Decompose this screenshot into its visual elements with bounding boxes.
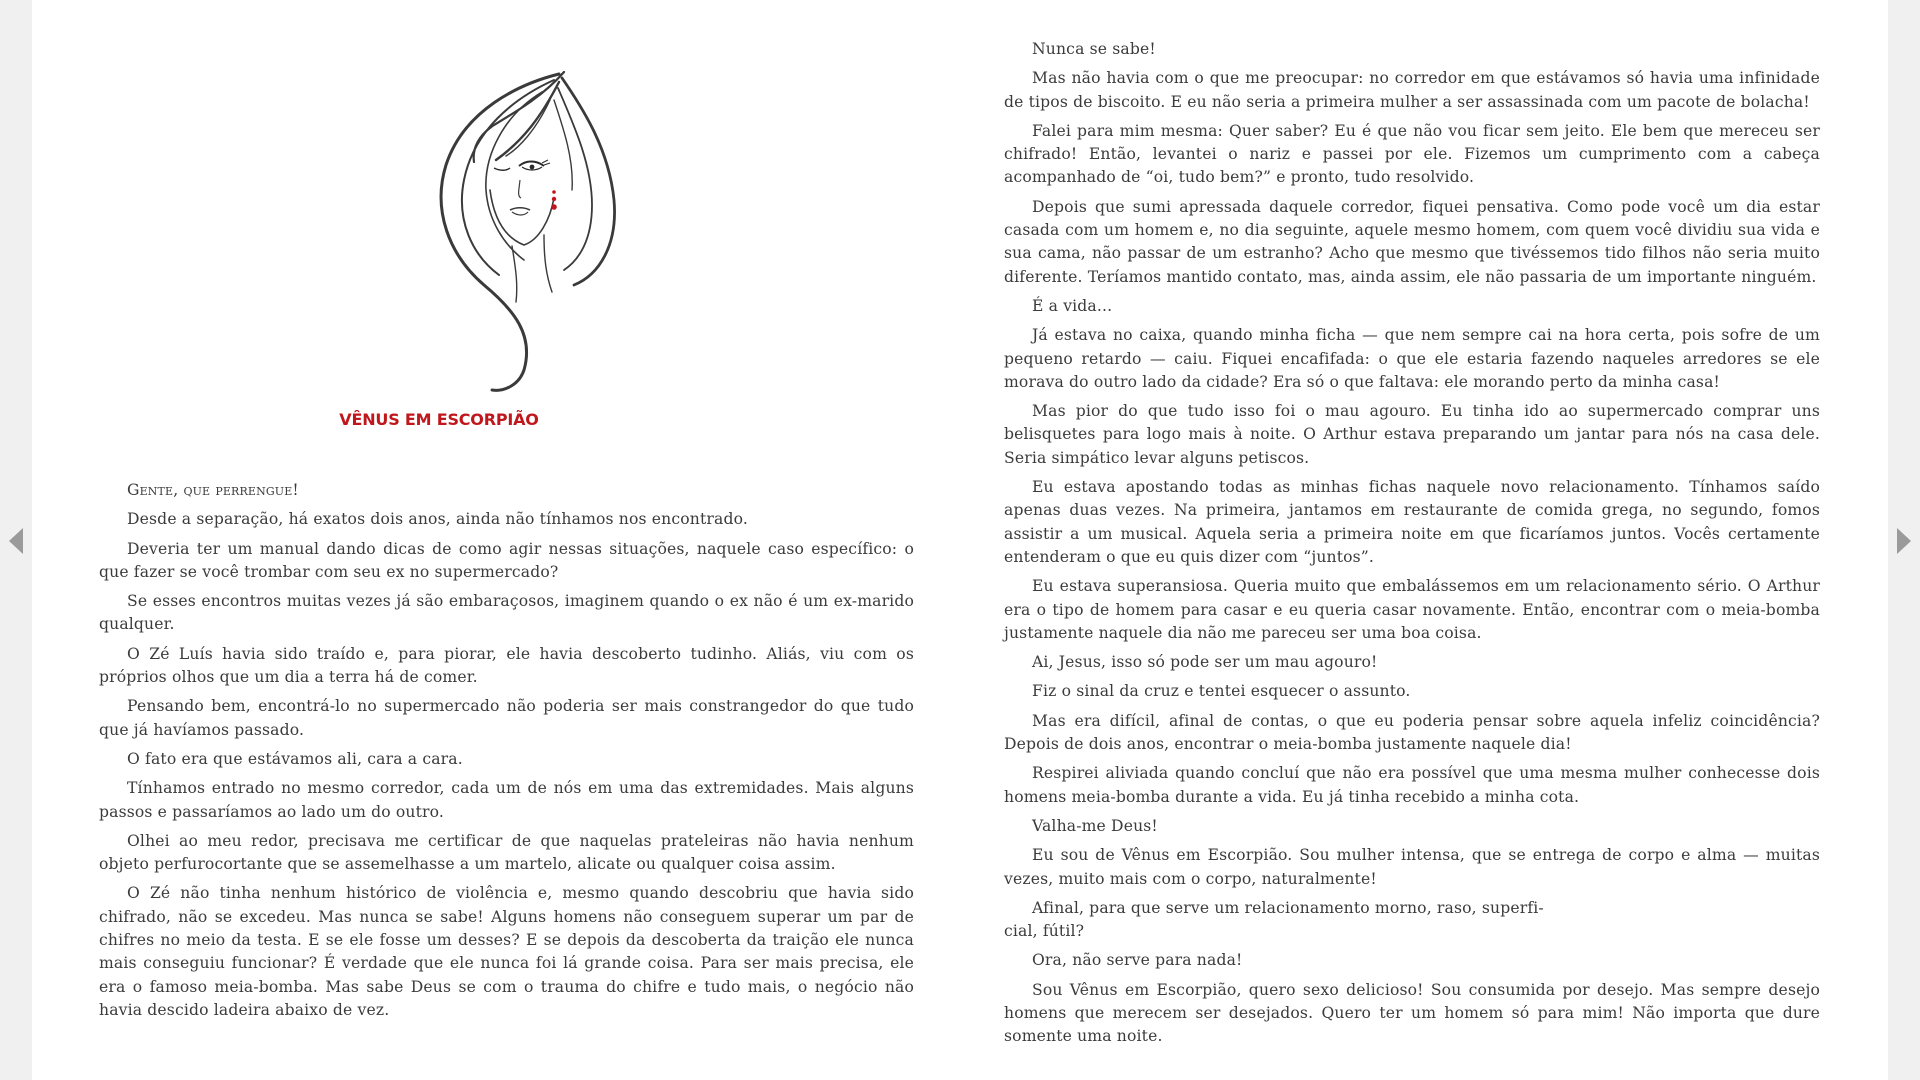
paragraph: Eu estava apostando todas as minhas fichas naquele novo relacionamento. Tínhamos saído apenas duas vezes. Na primeira, jantamos em restaurante de comida grega, no segundo, fomos assistir a um musical. Aquela seria a primeira noite em que ficaríamos juntos. Vocês certamente entenderam o que eu quis dizer com “juntos”. xyxy=(1004,478,1820,566)
paragraph: O Zé Luís havia sido traído e, para piorar, ele havia descoberto tudinho. Aliás, viu com os próprios olhos que um dia a terra há de comer. xyxy=(99,644,914,687)
paragraph: Eu estava superansiosa. Queria muito que embalássemos em um relacionamento sério. O Arthur era o tipo de homem para casar e eu queria casar novamente. Então, encontrar com o meia-bomba justamente naquele dia não me pareceu ser uma boa coisa. xyxy=(1004,577,1820,642)
paragraph: Gente, que perrengue! xyxy=(127,481,299,499)
paragraph: Falei para mim mesma: Quer saber? Eu é que não vou ficar sem jeito. Ele bem que mereceu ser chifrado! Então, levantei o nariz e passei por ele. Fizemos um cumprimento com a cabeça acompanhado de “oi, tudo bem?” e pronto, tudo resolvido. xyxy=(1004,121,1820,187)
left-page xyxy=(99,0,915,1080)
paragraph: Ora, não serve para nada! xyxy=(1032,951,1243,970)
chevron-left-icon xyxy=(7,526,25,556)
chapter-title: VÊNUS EM ESCORPIÃO xyxy=(339,410,539,429)
paragraph: Mas pior do que tudo isso foi o mau agouro. Eu tinha ido ao supermercado comprar uns belisquetes para logo mais à noite. O Arthur estava preparando um jantar para nós na casa dele. Seria simpático levar alguns petiscos. xyxy=(1004,402,1820,467)
paragraph: Ai, Jesus, isso só pode ser um mau agouro! xyxy=(1032,653,1378,672)
paragraph: Olhei ao meu redor, precisava me certificar de que naquelas prateleiras não havia nenhum objeto perfurocortante que se assemelhasse a um martelo, alicate ou qualquer coisa assim. xyxy=(99,831,914,874)
paragraph: Nunca se sabe! xyxy=(1032,40,1156,58)
woman-face-line-art-icon xyxy=(424,70,624,395)
paragraph: Desde a separação, há exatos dois anos, ainda não tínhamos nos encontrado. xyxy=(127,510,748,529)
paragraph: Afinal, para que serve um relacionamento morno, raso, superfi- xyxy=(1032,898,1544,917)
paragraph: Tínhamos entrado no mesmo corredor, cada um de nós em uma das extremidades. Mais alguns passos e passaríamos ao lado um do outro. xyxy=(99,779,914,821)
paragraph: Valha-me Deus! xyxy=(1032,816,1158,835)
paragraph: O Zé não tinha nenhum histórico de violência e, mesmo quando descobriu que havia sido chifrado, não se excedeu. Mas nunca se sabe! Alguns homens não conseguem superar um par de chifres no meio da testa. E se ele fosse um desses? E se depois da descoberta da traição ele nunca mais conseguiu funcionar? É verdade que ele nunca foi lá grande coisa. Para ser mais precisa, ele era o famoso meia-bomba. Mas sabe Deus se com o trauma do chifre e tudo mais, o negócio não havia descido ladeira abaixo de vez. xyxy=(99,884,914,1019)
paragraph: Já estava no caixa, quando minha ficha — que nem sempre cai na hora certa, pois sofre de um pequeno retardo — caiu. Fiquei encafifada: o que ele estaria fazendo naqueles arredores se ele morava do outro lado da cidade? Era só o que faltava: ele morando perto da minha casa! xyxy=(1004,326,1820,391)
paragraph: cial, fútil? xyxy=(1004,922,1085,941)
book-spread xyxy=(32,0,1888,1080)
chevron-right-icon xyxy=(1895,526,1913,556)
paragraph: Fiz o sinal da cruz e tentei esquecer o assunto. xyxy=(1032,682,1411,701)
paragraph: Deveria ter um manual dando dicas de como agir nessas situações, naquele caso específico: o que fazer se você trombar com seu ex no supermercado? xyxy=(99,539,914,581)
right-page xyxy=(1004,0,1820,1080)
paragraph: Mas era difícil, afinal de contas, o que eu poderia pensar sobre aquela infeliz coincidência? Depois de dois anos, encontrar o meia-bomba justamente naquele dia! xyxy=(1004,711,1820,754)
paragraph: Sou Vênus em Escorpião, quero sexo delicioso! Sou consumida por desejo. Mas sempre desejo homens que merecem ser desejados. Quero ter um homem só para mim! Não importa que dure somente uma noite. xyxy=(1004,980,1820,1046)
paragraph: Se esses encontros muitas vezes já são embaraçosos, imaginem quando o ex não é um ex-marido qualquer. xyxy=(99,592,914,634)
previous-page-button[interactable] xyxy=(0,524,32,558)
paragraph: É a vida... xyxy=(1032,296,1113,315)
paragraph: Respirei aliviada quando concluí que não era possível que uma mesma mulher conhecesse dois homens meia-bomba durante a vida. Eu já tinha recebido a minha cota. xyxy=(1004,764,1820,806)
paragraph: Mas não havia com o que me preocupar: no corredor em que estávamos só havia uma infinidade de tipos de biscoito. E eu não seria a primeira mulher a ser assassinada com um pacote de bolacha! xyxy=(1004,69,1820,111)
next-page-button[interactable] xyxy=(1888,524,1920,558)
paragraph: Depois que sumi apressada daquele corredor, fiquei pensativa. Como pode você um dia estar casada com um homem e, no dia seguinte, aquele mesmo homem, com quem você dividiu sua vida e sua cama, não passar de um estranho? Acho que mesmo que tivéssemos tido filhos não seria muito diferente. Teríamos mantido contato, mas, ainda assim, ele não passaria de um importante ninguém. xyxy=(1004,197,1820,286)
paragraph: Pensando bem, encontrá-lo no supermercado não poderia ser mais constrangedor do que tudo que já havíamos passado. xyxy=(99,697,914,739)
left-page-text xyxy=(99,479,914,1028)
paragraph: O fato era que estávamos ali, cara a cara. xyxy=(127,749,463,768)
paragraph: Eu sou de Vênus em Escorpião. Sou mulher intensa, que se entrega de corpo e alma — muitas vezes, muito mais com o corpo, naturalmente! xyxy=(1004,846,1820,888)
right-page-text xyxy=(1004,38,1820,1055)
